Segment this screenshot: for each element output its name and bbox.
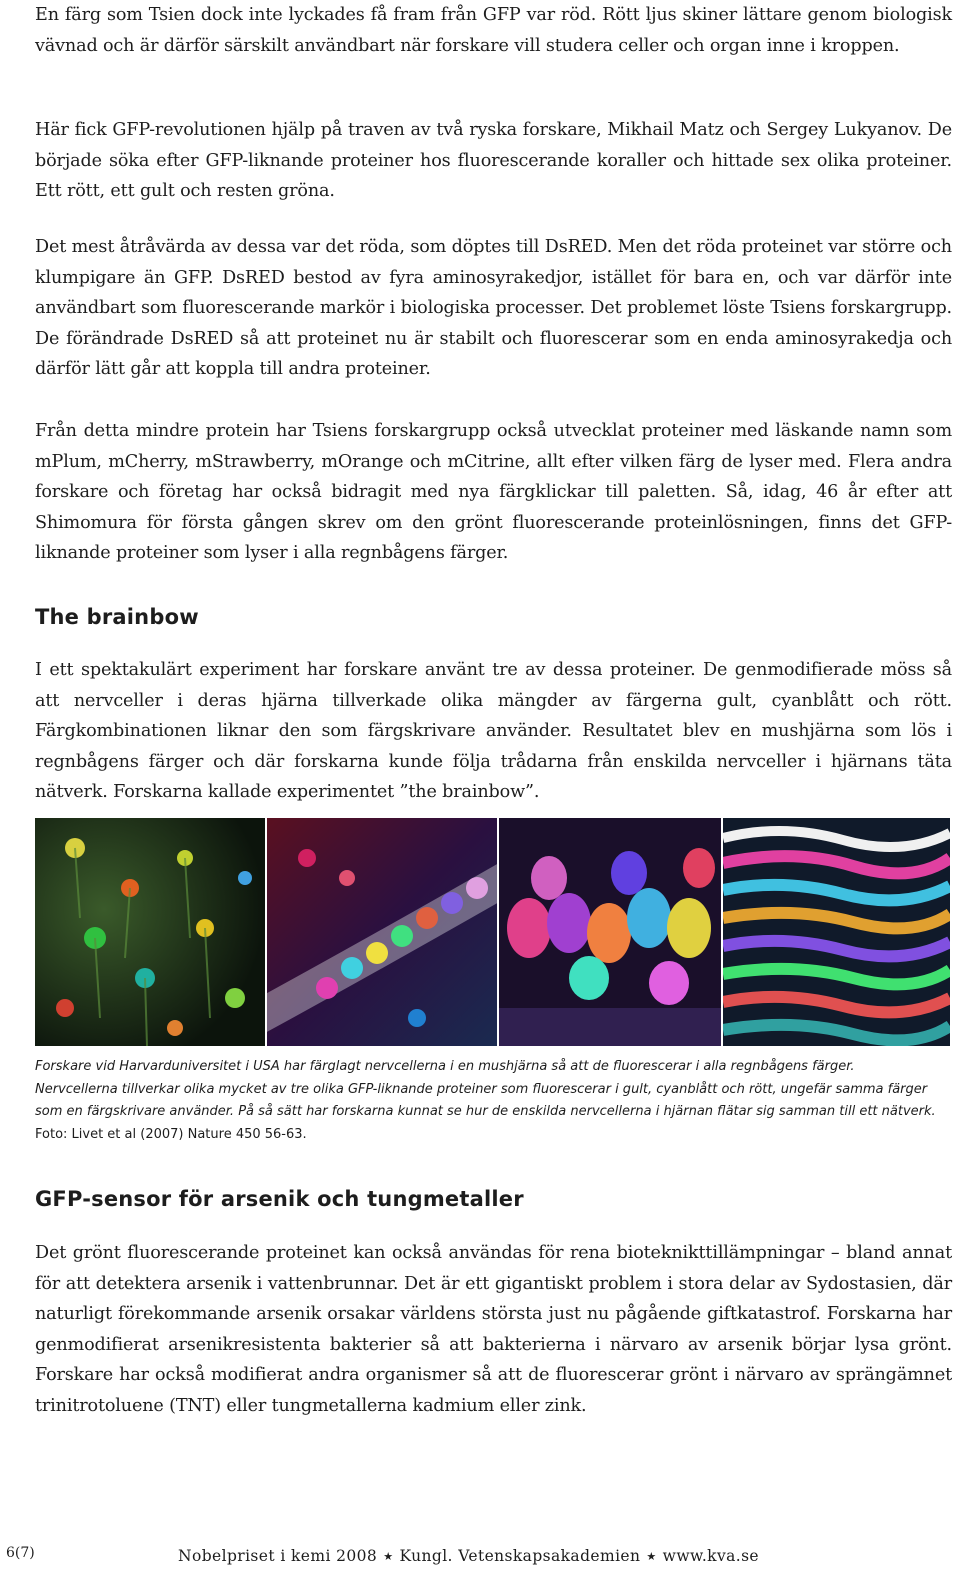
paragraph-arsenic-sensor: Det grönt fluorescerande proteinet kan också användas för rena bioteknikttillämpningar – bland annat för att detektera arsenik i vattenbrunnar. Det är ett gigantiskt problem i stora delar av Sydostasien, där naturligt förekommande arsenik orsakar världens största just nu pågående giftkatastrof. Forskarna har genmodifierat arsenikresistenta bakterier så att bakterierna i närvaro av arsenik börjar lysa grönt. Forskare har också modifierat andra organismer så att de fluorescerar grönt i närvaro av sprängämnet trinitrotoluene (TNT) eller tungmetallerna kadmium eller zink. <box>35 1243 952 1416</box>
paragraph-new-proteins: Från detta mindre protein har Tsiens forskargrupp också utvecklat proteiner med läskande namn som mPlum, mCherry, mStrawberry, mOrange och mCitrine, allt efter vilken färg de lyser med. Flera andra forskare och företag har också bidragit med nya färgklickar till paletten. Så, idag, 46 år efter att Shimomura för första gången skrev om den grönt fluorescerande proteinlösningen, finns det GFP-liknande proteiner som lyser i alla regnbågens färger. <box>35 421 952 563</box>
paragraph-dsred: Det mest åtråvärda av dessa var det röda, som döptes till DsRED. Men det röda proteinet var större och klumpigare än GFP. DsRED bestod av fyra aminosyrakedjor, istället för bara en, och var därför inte användbart som fluorescerande markör i biologiska processer. Det problemet löste Tsiens forskargrupp. De förändrade DsRED så att proteinet nu är stabilt och fluorescerar som en enda aminosyrakedja och därför lätt går att koppla till andra proteiner. <box>35 237 952 379</box>
brainbow-photo-4 <box>723 818 950 1046</box>
brainbow-photo-3 <box>499 818 721 1046</box>
brainbow-photo-1 <box>35 818 265 1046</box>
paragraph-brainbow: I ett spektakulärt experiment har forskare använt tre av dessa proteiner. De genmodifierade möss så att nervceller i deras hjärna tillverkade olika mängder av färgerna gult, cyanblått och rött. Färgkombinationen liknar den som färgskrivare använder. Resultatet blev en mushjärna som lös i regnbågens färger och där forskarna kunde följa trådarna från enskilda nervceller i hjärnans täta nätverk. Forskarna kallade experimentet ”the brainbow”. <box>35 660 952 802</box>
caption-text: Forskare vid Harvarduniversitet i USA har färglagt nervcellerna i en mushjärna så att de fluorescerar i alla regnbågens färger. Nervcellerna tillverkar olika mycket av tre olika GFP-liknande proteiner som fluorescerar i gult, cyanblått och rött, ungefär samma färger som en färgskrivare använder. På så sätt har forskarna kunnat se hur de enskilda nervcellerna i hjärnan flätar sig samman till ett nätverk. <box>35 1059 936 1119</box>
page-footer <box>178 1547 759 1565</box>
heading-gfp-sensor: GFP-sensor för arsenik och tungmetaller <box>35 1187 524 1211</box>
paragraph-russian-researchers: Här fick GFP-revolutionen hjälp på traven av två ryska forskare, Mikhail Matz och Sergey Lukyanov. De började söka efter GFP-liknande proteiner hos fluorescerande koraller och hittade sex olika proteiner. Ett rött, ett gult och resten gröna. <box>35 120 952 201</box>
footer-publication: Nobelpriset i kemi 2008 <box>178 1547 378 1565</box>
photo-credit: Foto: Livet et al (2007) Nature 450 56-63. <box>35 1126 307 1142</box>
star-separator: ★ <box>383 1550 394 1563</box>
paragraph-red-light: En färg som Tsien dock inte lyckades få fram från GFP var röd. Rött ljus skiner lättare genom biologisk vävnad och är därför särskilt användbart när forskare vill studera celler och organ inne i kroppen. <box>35 5 952 56</box>
star-separator: ★ <box>646 1550 657 1563</box>
page-number: 6(7) <box>6 1545 35 1561</box>
figure-caption <box>35 1056 940 1146</box>
footer-website[interactable]: www.kva.se <box>662 1547 759 1565</box>
footer-academy: Kungl. Vetenskapsakademien <box>399 1547 641 1565</box>
brainbow-figure <box>35 818 950 1046</box>
heading-brainbow: The brainbow <box>35 605 199 629</box>
brainbow-photo-2 <box>267 818 497 1046</box>
